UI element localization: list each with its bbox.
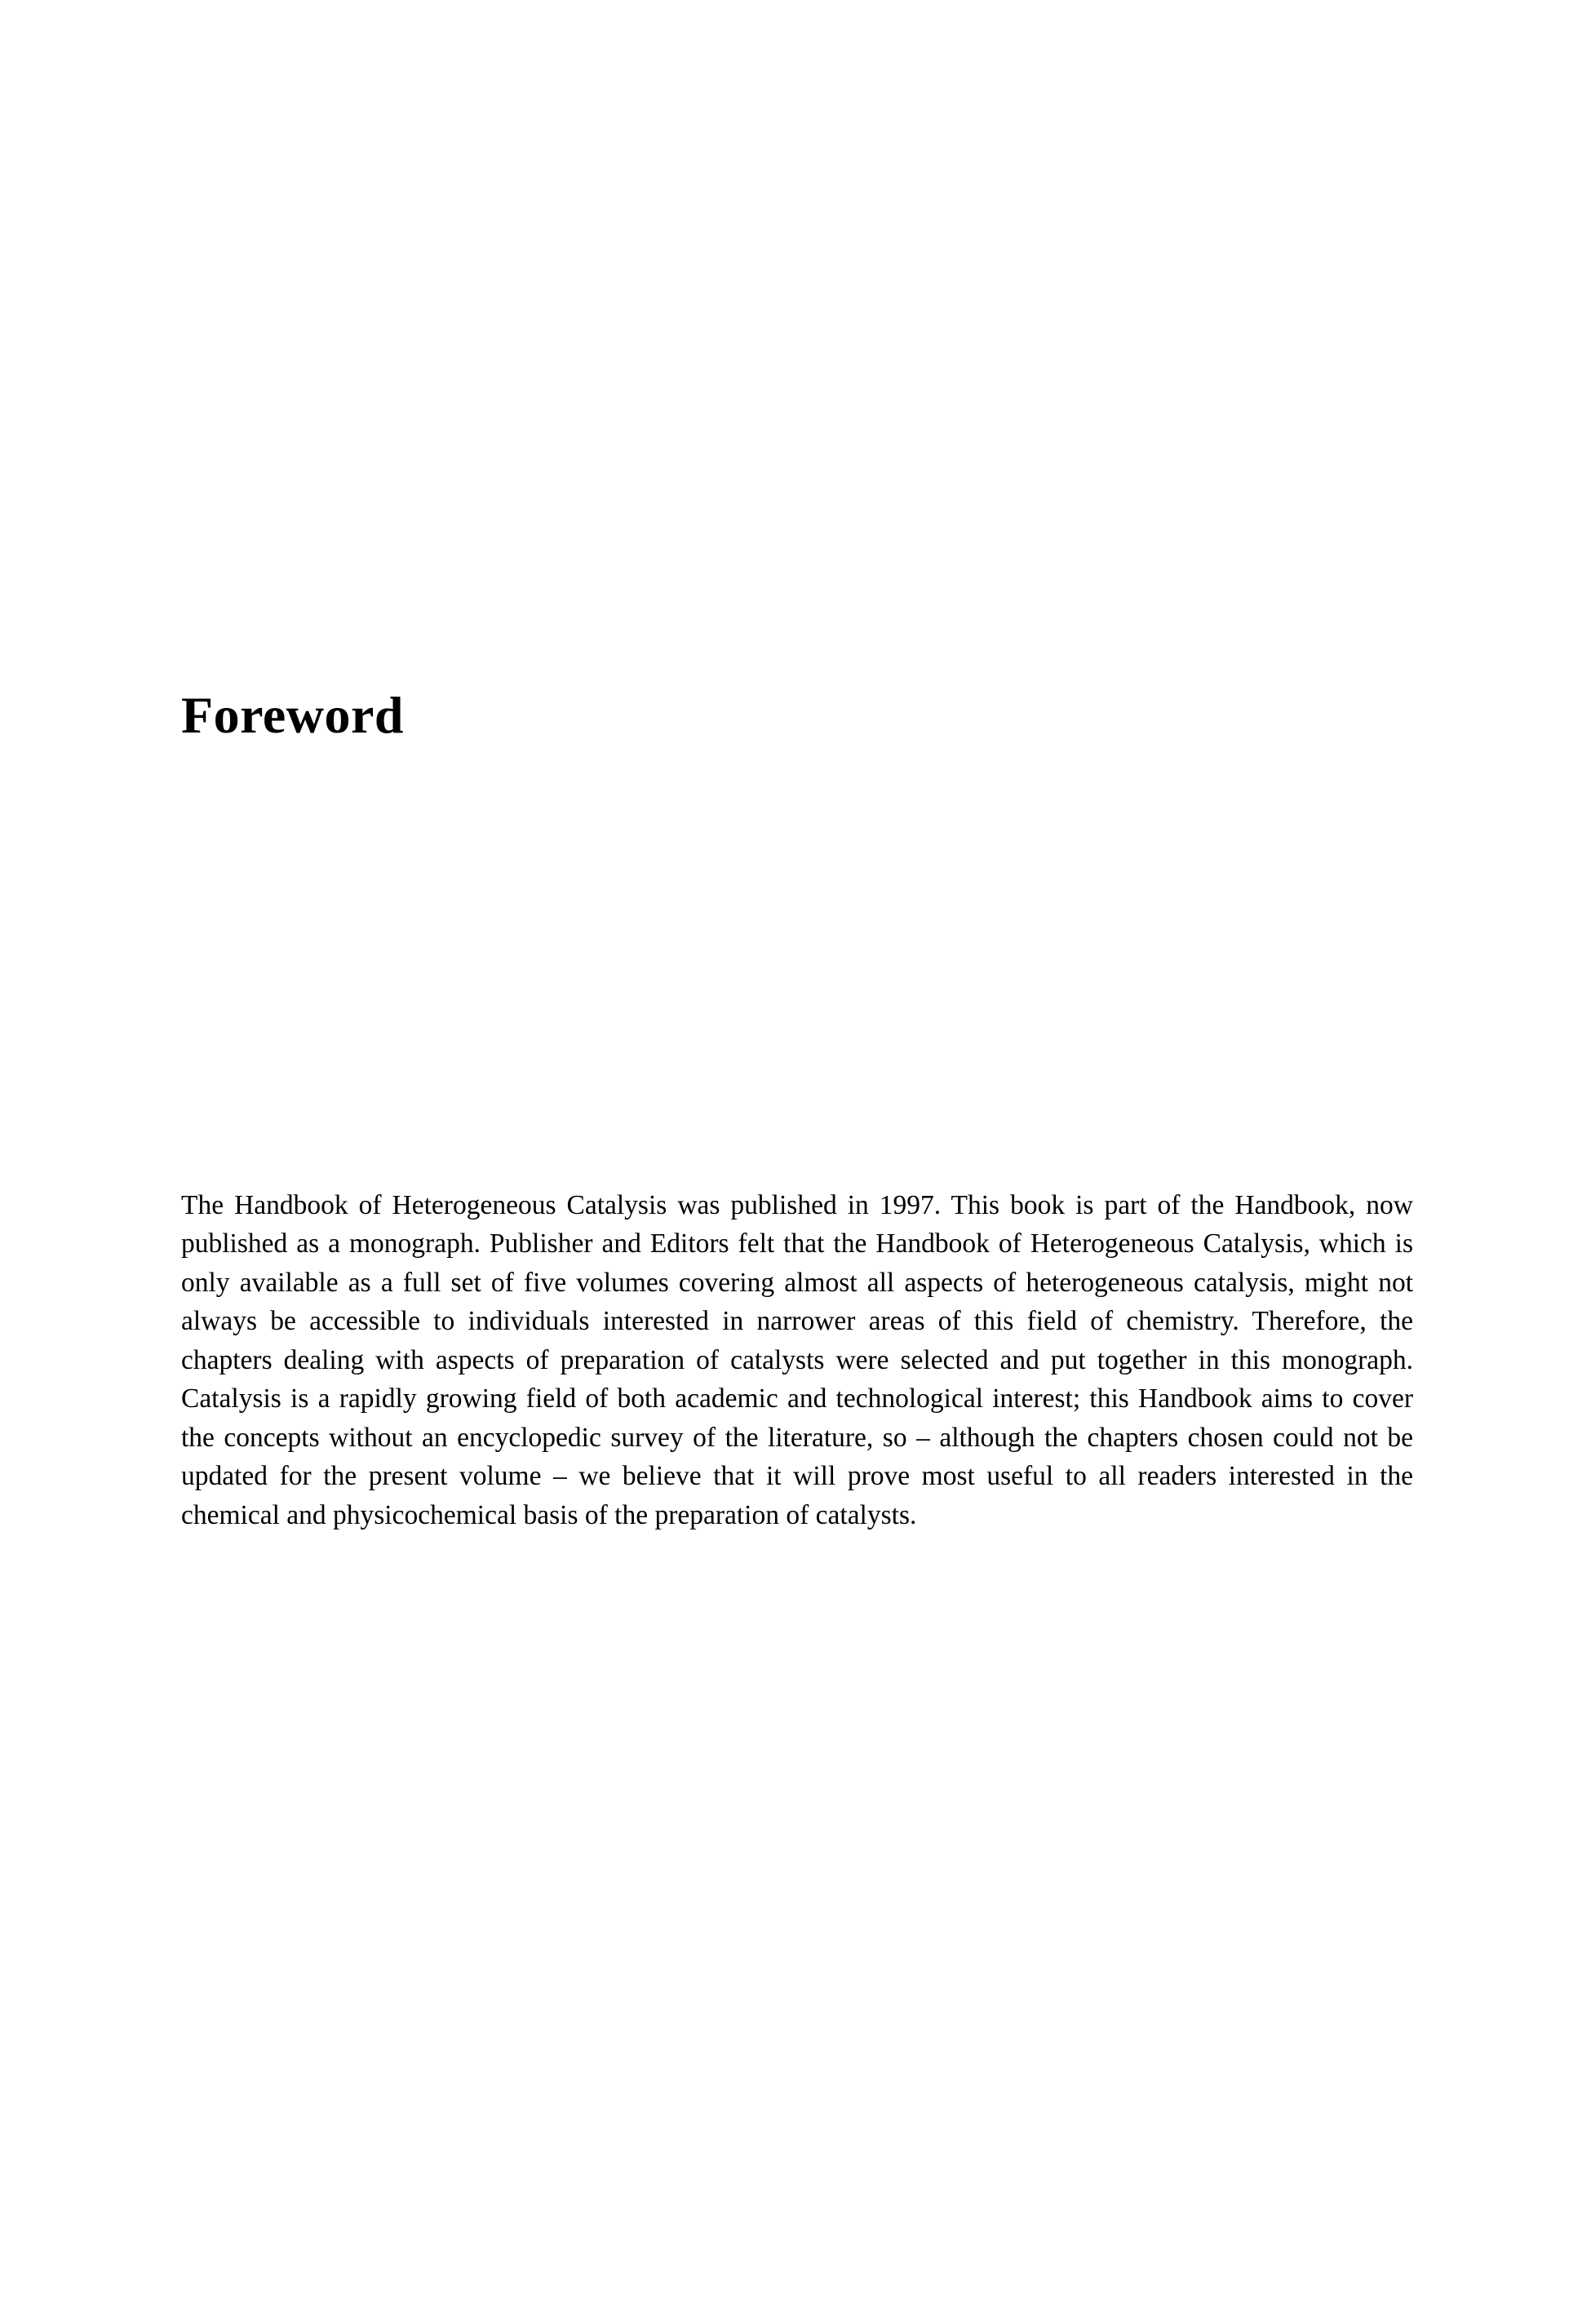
page-content xyxy=(181,0,1413,2324)
page-title: Foreword xyxy=(181,685,404,744)
foreword-paragraph: The Handbook of Heterogeneous Catalysis was published in 1997. This book is part of the Handbook, now published as a monograph. Publisher and Editors felt that the Handbook of Heterogeneous Catalysis, which is only available as a full set of five volumes covering almost all aspects of heterogeneous catalysis, might not always be accessible to individuals interested in narrower areas of this field of chemistry. Therefore, the chapters dealing with aspects of preparation of catalysts were selected and put together in this monograph. Catalysis is a rapidly growing field of both academic and technological interest; this Handbook aims to cover the concepts without an encyclopedic survey of the literature, so – although the chapters chosen could not be updated for the present volume – we believe that it will prove most useful to all readers interested in the chemical and physicochemical basis of the preparation of catalysts. xyxy=(181,1189,1413,1530)
